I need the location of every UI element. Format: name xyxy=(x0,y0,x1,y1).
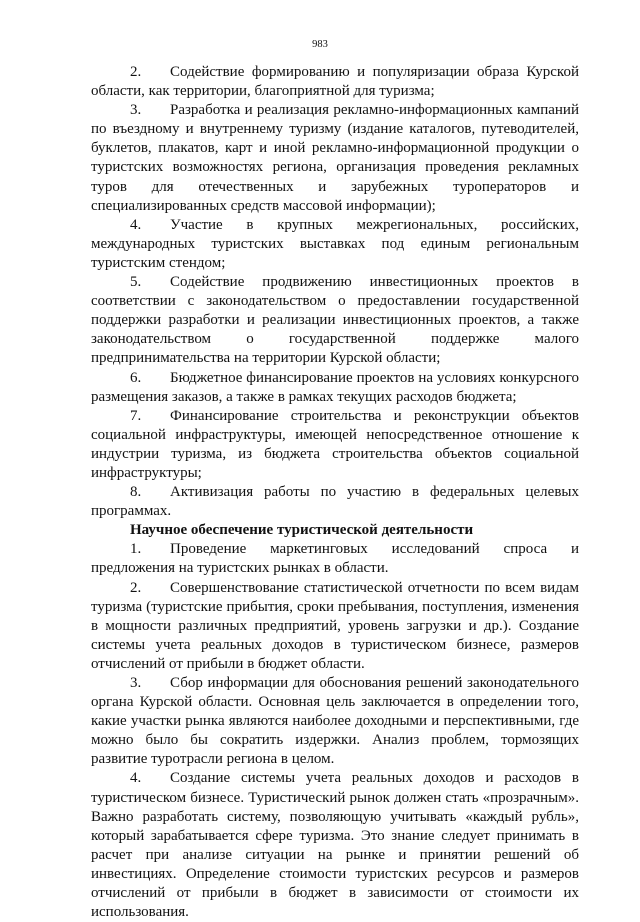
item-text: Совершенствование статистической отчетности по всем видам туризма (туристские прибытия, сроки пребывания, поступления, изменения в мощности различных предприятий, уровень загрузки и др.). Создание системы учета реальных доходов в туристическом бизнесе, размеров отчислений от прибыли в бюджет области. xyxy=(91,579,579,672)
list-item xyxy=(91,216,579,273)
item-text: Разработка и реализация рекламно-информационных кампаний по въездному и внутреннему туризму (издание каталогов, путеводителей, буклетов, плакатов, карт и иной рекламно-информационной продукции о туристских возможностях региона, организация проведения рекламных туров для отечественных и зарубежных туроператоров и специализированных средств массовой информации); xyxy=(91,102,579,214)
item-text: Активизация работы по участию в федеральных целевых программах. xyxy=(91,484,579,520)
item-number: 6. xyxy=(130,369,142,386)
list-item xyxy=(91,63,579,101)
item-number: 1. xyxy=(130,541,142,558)
item-text: Участие в крупных межрегиональных, российских, международных туристских выставках под единым региональным туристским стендом; xyxy=(91,216,579,271)
list-item xyxy=(91,769,579,922)
list-item xyxy=(91,369,579,407)
item-number: 2. xyxy=(130,64,142,80)
document-body xyxy=(91,63,579,922)
item-number: 5. xyxy=(130,274,142,291)
item-number: 7. xyxy=(130,407,142,424)
item-number: 3. xyxy=(130,102,142,119)
item-number: 3. xyxy=(130,675,142,691)
list-item xyxy=(91,483,579,521)
list-item xyxy=(91,540,579,578)
item-text: Содействие формированию и популяризации образа Курской области, как территории, благоприятной для туризма; xyxy=(91,64,579,100)
list-item xyxy=(91,273,579,368)
page-number: 983 xyxy=(312,39,328,50)
list-item xyxy=(91,407,579,483)
section-heading: Научное обеспечение туристической деятельности xyxy=(130,522,474,539)
item-text: Проведение маркетинговых исследований спроса и предложения на туристских рынках в области. xyxy=(91,541,579,577)
item-text: Финансирование строительства и реконструкции объектов социальной инфраструктуры, имеющей непосредственное отношение к индустрии туризма, из бюджета строительства объектов социальной инфраструктуры; xyxy=(91,407,579,481)
item-number: 4. xyxy=(130,216,142,233)
list-item xyxy=(91,674,579,769)
item-text: Бюджетное финансирование проектов на условиях конкурсного размещения заказов, а также в рамках текущих расходов бюджета; xyxy=(91,369,579,405)
item-number: 4. xyxy=(130,770,142,787)
item-text: Создание системы учета реальных доходов и расходов в туристическом бизнесе. Туристический рынок должен стать «прозрачным». Важно разработать систему, позволяющую учитывать «каждый рубль», который зарабатывается сфере туризма. Это знание следует принимать в расчет при анализе ситуации на рынке и принятии решений об инвестициях. Определение стоимости туристских ресурсов и размеров отчислений от прибыли в бюджет в зависимости от стоимости их использования. xyxy=(91,770,579,921)
list-item xyxy=(91,101,579,216)
item-number: 8. xyxy=(130,484,142,501)
item-number: 2. xyxy=(130,579,142,596)
item-text: Содействие продвижению инвестиционных проектов в соответствии с законодательством о предоставлении государственной поддержки разработки и реализации инвестиционных проектов, а также законодательством о государственной поддержке малого предпринимательства на территории Курской области; xyxy=(91,274,579,367)
item-text: Сбор информации для обоснования решений законодательного органа Курской области. Основная цель заключается в определении того, какие участки рынка являются наиболее доходными и перспективными, где можно было бы сократить издержки. Анализ проблем, тормозящих развитие туротрасли региона в целом. xyxy=(91,675,579,768)
list-item xyxy=(91,579,579,674)
